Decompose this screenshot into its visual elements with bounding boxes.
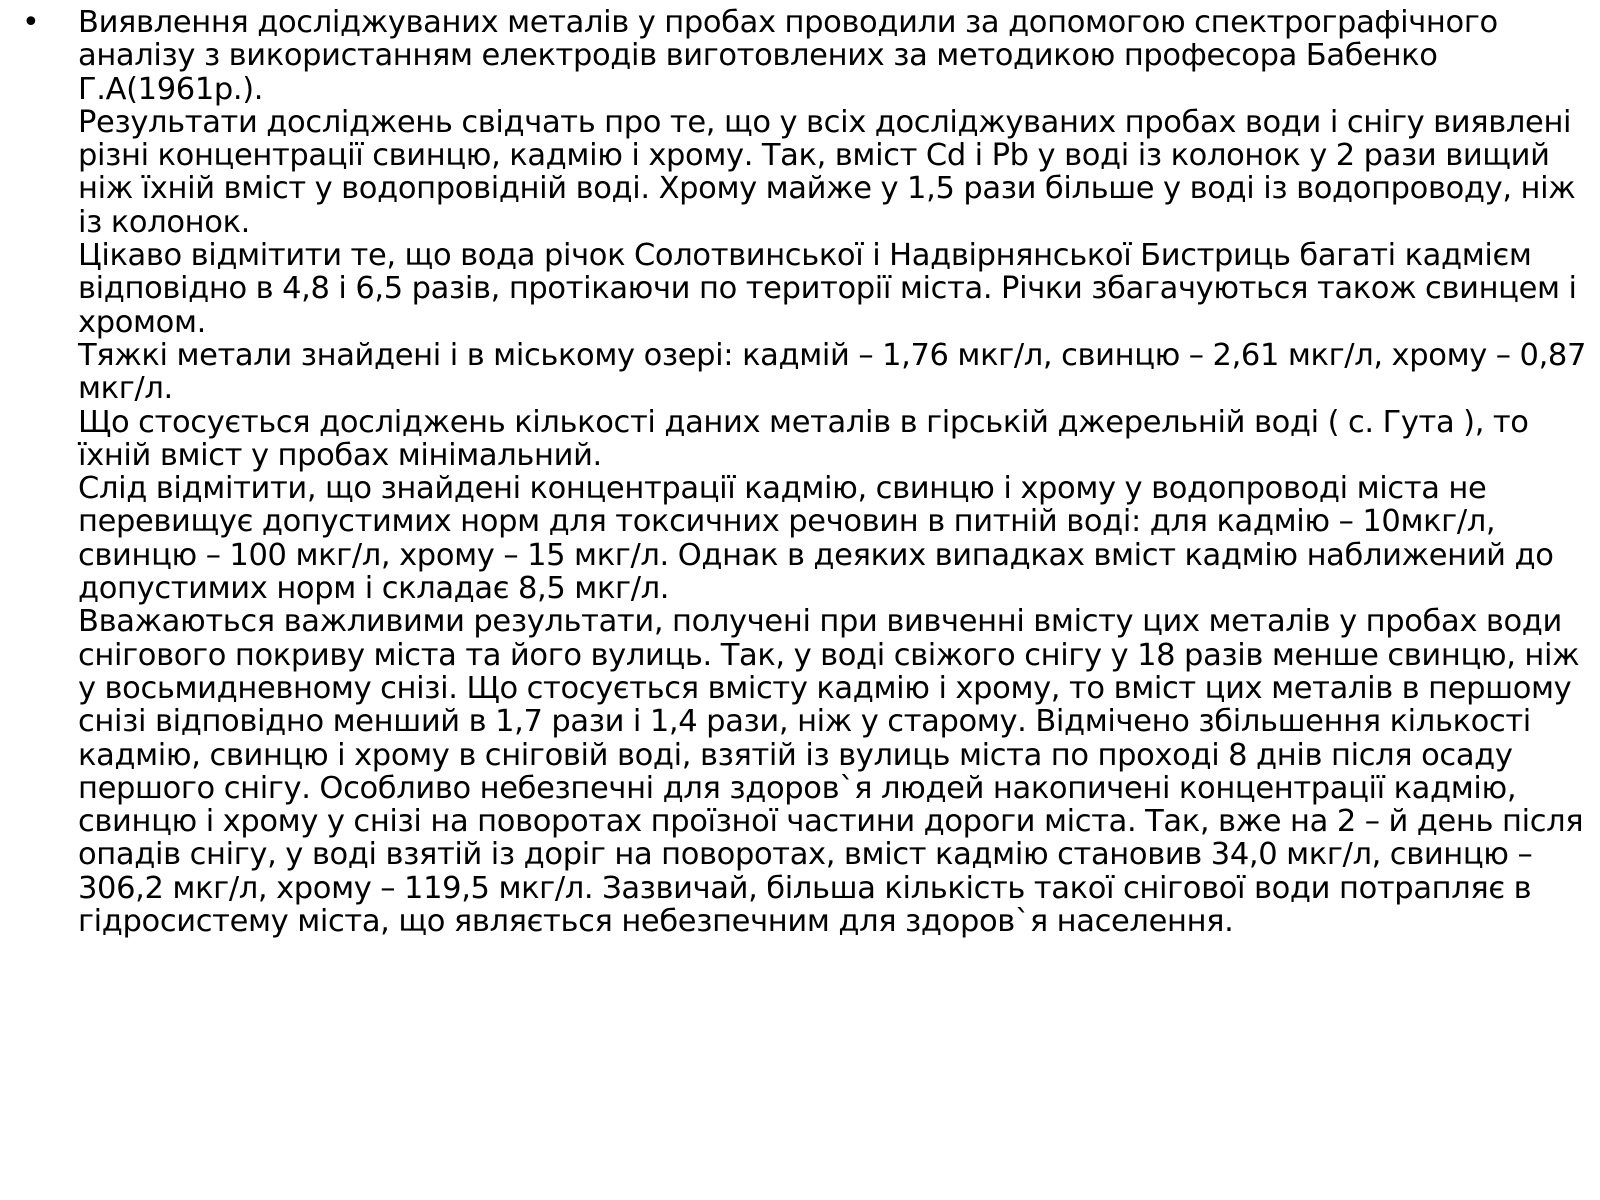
paragraph-norms: Слід відмітити, що знайдені концентрації кадмію, свинцю і хрому у водопроводі міста не перевищує допустимих норм для токсичних речовин в питній воді: для кадмію – 10мкг/л, свинцю – 100 мкг/л, хрому – 15 мкг/л. Однак в деяких випадках вміст кадмію наближений до допустимих норм і складає 8,5 мкг/л.: [78, 471, 1554, 607]
slide-body-text: [78, 6, 1593, 938]
paragraph-spring-water: Що стосується досліджень кількості даних металів в гірській джерельній воді ( с. Гута ), то їхній вміст у пробах мінімальний.: [78, 404, 1529, 473]
paragraph-results: Результати досліджень свідчать про те, що у всіх досліджуваних пробах води і снігу виявлені різні концентрації свинцю, кадмію і хрому. Так, вміст Cd і Pb у воді із колонок у 2 рази вищий ніж їхній вміст у водопровідній воді. Хрому майже у 1,5 рази більше у воді із водопроводу, ніж із колонок.: [78, 104, 1576, 240]
paragraph-method: Виявлення досліджуваних металів у пробах проводили за допомогою спектрографічного аналізу з використанням електродів виготовлених за методикою професора Бабенко Г.А(1961р.).: [78, 5, 1498, 107]
bullet-marker: •: [22, 5, 40, 40]
paragraph-snow-cover: Вважаються важливими результати, получені при вивченні вмісту цих металів у пробах води снігового покриву міста та його вулиць. Так, у воді свіжого снігу у 18 разів менше свинцю, ніж у восьмидневному снізі. Що стосується вмісту кадмію і хрому, то вміст цих металів в першому снізі відповідно менший в 1,7 рази і 1,4 рази, ніж у старому. Відмічено збільшення кількості кадмію, свинцю і хрому в сніговій воді, взятій із вулиць міста по проході 8 днів після осаду першого снігу. Особливо небезпечні для здоров`я людей накопичені концентрації кадмію, свинцю і хрому у снізі на поворотах проїзної частини дороги міста. Так, вже на 2 – й день після опадів снігу, у воді взятій із доріг на поворотах, вміст кадмію становив 34,0 мкг/л, свинцю – 306,2 мкг/л, хрому – 119,5 мкг/л. Зазвичай, більша кількість такої снігової води потрапляє в гідросистему міста, що являється небезпечним для здоров`я населення.: [78, 604, 1584, 940]
paragraph-city-lake: Тяжкі метали знайдені і в міському озері: кадмій – 1,76 мкг/л, свинцю – 2,61 мкг/л, хрому – 0,87 мкг/л.: [78, 337, 1587, 407]
paragraph-rivers: Цікаво відмітити те, що вода річок Солотвинської і Надвірнянської Бистриць багаті кадмієм відповідно в 4,8 і 6,5 разів, протікаючи по території міста. Річки збагачуються також свинцем і хромом.: [78, 238, 1577, 340]
